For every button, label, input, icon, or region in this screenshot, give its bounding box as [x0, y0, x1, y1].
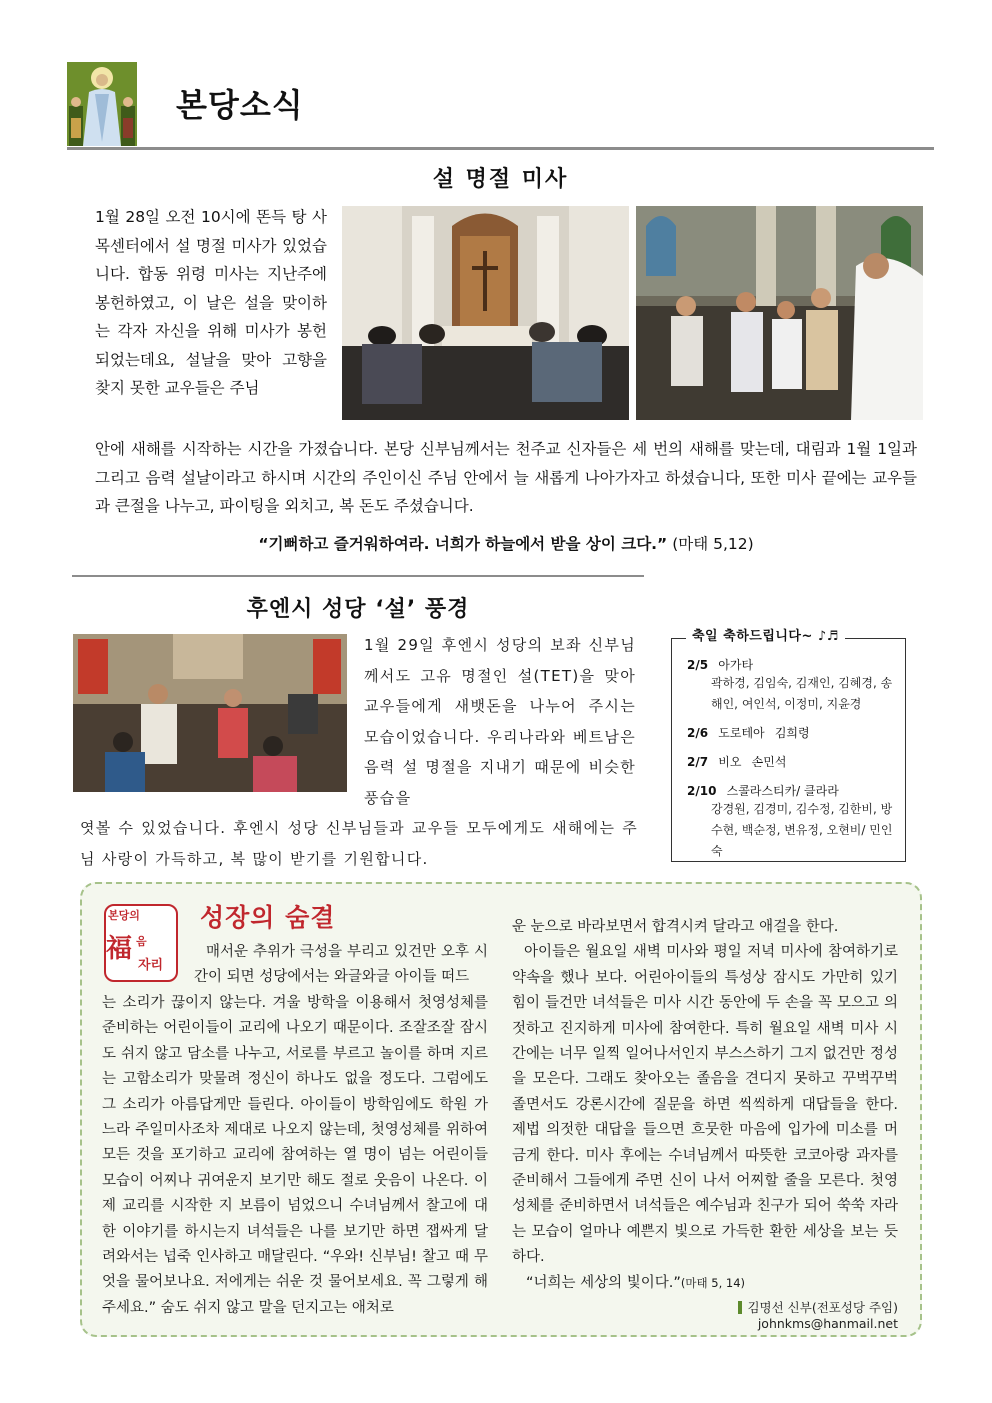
- seal-text-mid: 음: [136, 935, 147, 948]
- section2-continued-paragraph: 엿볼 수 있었습니다. 후엔시 성당 신부님들과 교우들 모두에게도 새해에는 주님 사랑이 가득하고, 복 많이 받기를 기원합니다.: [80, 819, 638, 868]
- section-title-hue-church: 후엔시 성당 ‘설’ 풍경: [246, 597, 470, 622]
- feast-people: 손민석: [751, 755, 787, 769]
- seal-text-bottom: 자리: [138, 958, 164, 973]
- column-quote-reference: (마태 5, 14): [680, 1275, 746, 1290]
- title-divider: [67, 147, 934, 150]
- feast-saint-name: 아가타: [718, 658, 754, 672]
- column-left-paragraph: 는 소리가 끊이지 않는다. 겨울 방학을 이용해서 첫영성체를 준비하는 어린이들이 교리에 나오기 때문이다. 조잘조잘 잠시도 쉬지 않고 담소를 나누고, 서로를 부르고 놀이를 하며 지르는 고함소리가 맞물려 정신이 하나도 없을 정도다. 그럼에도 그 소리가 아름답게만 들린다. 아이들이 방학임에도 학원 가느라 주일미사조차 제대로 나오지 않는데, 첫영성체를 위하여 모든 것을 포기하고 교리에 참여하는 열 명이 넘는 어린이들 모습이 어찌나 귀여운지 보기만 해도 절로 웃음이 나온다. 이제 교리를 시작한 지 보름이 넘었으니 수녀님께서 찰고에 대한 이야기를 하시는지 녀석들은 나를 보기만 하면 잽싸게 달려와서는 넙죽 인사하고 매달린다. “우와! 신부님! 찰고 때 무엇을 물어보나요. 저에게는 쉬운 것 물어보세요. 꼭 그렇게 해주세요.” 숨도 쉬지 않고 말을 던지고는 애처로: [102, 995, 488, 1316]
- feast-date: 2/5: [687, 658, 709, 672]
- section1-left-paragraph: 1월 28일 오전 10시에 똔득 탕 사목센터에서 설 명절 미사가 있었습니다. 합동 위령 미사는 지난주에 봉헌하였고, 이 날은 설을 맞이하는 각자 자신을 위해 미사가 봉헌되었는데요, 설날을 맞아 고향을 찾지 못한 교우들은 주님: [95, 208, 327, 397]
- signature-bar: [738, 1301, 742, 1314]
- feast-saint-name: 도로테아: [718, 726, 765, 740]
- feast-people: 곽하경, 김임숙, 김재인, 김혜경, 송해인, 여인석, 이정미, 지윤경: [711, 676, 893, 711]
- feast-entry: [687, 753, 902, 770]
- section-divider: [72, 575, 644, 577]
- header-logo-jesus-illustration: [67, 62, 137, 146]
- feast-saint-name: 스콜라스티카/ 클라라: [726, 784, 839, 798]
- feast-date: 2/7: [687, 755, 709, 769]
- feast-entry: [687, 656, 902, 673]
- seal-text-top: 본당의: [108, 909, 140, 922]
- column-quote: [512, 1271, 898, 1296]
- section1-bible-quote: [95, 532, 917, 554]
- feast-day-list: [687, 656, 902, 862]
- signature-text: 김명선 신부(전포성당 주임) johnkms@hanmail.net: [747, 1300, 898, 1331]
- column-quote-text: “너희는 세상의 빛이다.”: [526, 1274, 681, 1291]
- feast-entry: [687, 782, 902, 799]
- feast-saint-name: 비오: [718, 755, 742, 769]
- photo-church-altar-mass: [342, 206, 629, 420]
- page-title: 본당소식: [176, 86, 304, 124]
- column-right-line: 운 눈으로 바라보면서 합격시켜 달라고 애걸을 한다.: [512, 919, 839, 935]
- column-right-text: [512, 915, 898, 1296]
- feast-date: 2/6: [687, 726, 709, 740]
- column-left-intro: 매서운 추위가 극성을 부리고 있건만 오후 시간이 되면 성당에서는 와글와글 아이들 떠드: [194, 944, 488, 986]
- section1-continued-paragraph: 안에 새해를 시작하는 시간을 가졌습니다. 본당 신부님께서는 천주교 신자들은 세 번의 새해를 맞는데, 대림과 1월 1일과 그리고 음력 설날이라고 하시며 시간의 주인이신 주님 안에서 늘 새롭게 나아가자고 하셨습니다, 또한 미사 끝에는 교우들과 큰절을 나누고, 파이팅을 외치고, 복 돈도 주셨습니다.: [95, 440, 917, 515]
- quote-reference: (마태 5,12): [672, 535, 754, 553]
- feast-entry: [687, 724, 902, 741]
- photo-priest-giving-new-year-money: [73, 634, 347, 792]
- seal-text-big: 福: [106, 934, 133, 964]
- section-title-new-year-mass: 설 명절 미사: [432, 167, 569, 192]
- column-signature: [614, 1298, 898, 1331]
- feast-people: 김희령: [774, 726, 810, 740]
- section2-right-paragraph: 1월 29일 후엔시 성당의 보좌 신부님께서도 고유 명절인 설(TET)을 맞아 교우들에게 새뱃돈을 나누어 주시는 모습이었습니다. 우리나라와 베트남은 음력 설 명절을 지내기 때문에 비슷한 풍습을: [364, 636, 636, 807]
- photo-parishioners-with-priest: [636, 206, 923, 420]
- column-right-paragraph: 아이들은 월요일 새벽 미사와 평일 저녁 미사에 참여하기로 약속을 했나 보다. 어린아이들의 특성상 잠시도 가만히 있기 힘이 들건만 녀석들은 미사 시간 동안에 두 손을 꼭 모으고 의젓하고 진지하게 미사에 참여한다. 특히 월요일 새벽 미사 시간에는 너무 일찍 일어나서인지 부스스하기 그지 없건만 정성을 모은다. 그래도 찾아오는 졸음을 견디지 못하고 꾸벅꾸벅 졸면서도 강론시간에 질문을 하면 씩씩하게 대답들을 한다. 제법 의젓한 대답을 들으면 흐뭇한 마음에 입가에 미소를 머금게 한다. 미사 후에는 수녀님께서 따뜻한 코코아랑 과자를 준비해서 그들에게 주면 신이 나서 어찌할 줄을 모른다. 첫영성체를 준비하면서 녀석들은 예수님과 친구가 되어 쑥쑥 자라는 모습이 얼마나 예쁜지 빛으로 가득한 환한 세상을 보는 듯하다.: [512, 944, 898, 1266]
- feast-box-title: 축일 축하드립니다~ ♪♬: [686, 625, 845, 644]
- quote-text: “기뻐하고 즐거워하여라. 너희가 하늘에서 받을 상이 크다.”: [258, 535, 668, 553]
- feast-people: 강경원, 김경미, 김수정, 김한비, 방수현, 백순정, 변유정, 오현비/ 민인숙: [711, 802, 893, 858]
- column-title: 성장의 숨결: [200, 903, 336, 932]
- feast-date: 2/10: [687, 784, 717, 798]
